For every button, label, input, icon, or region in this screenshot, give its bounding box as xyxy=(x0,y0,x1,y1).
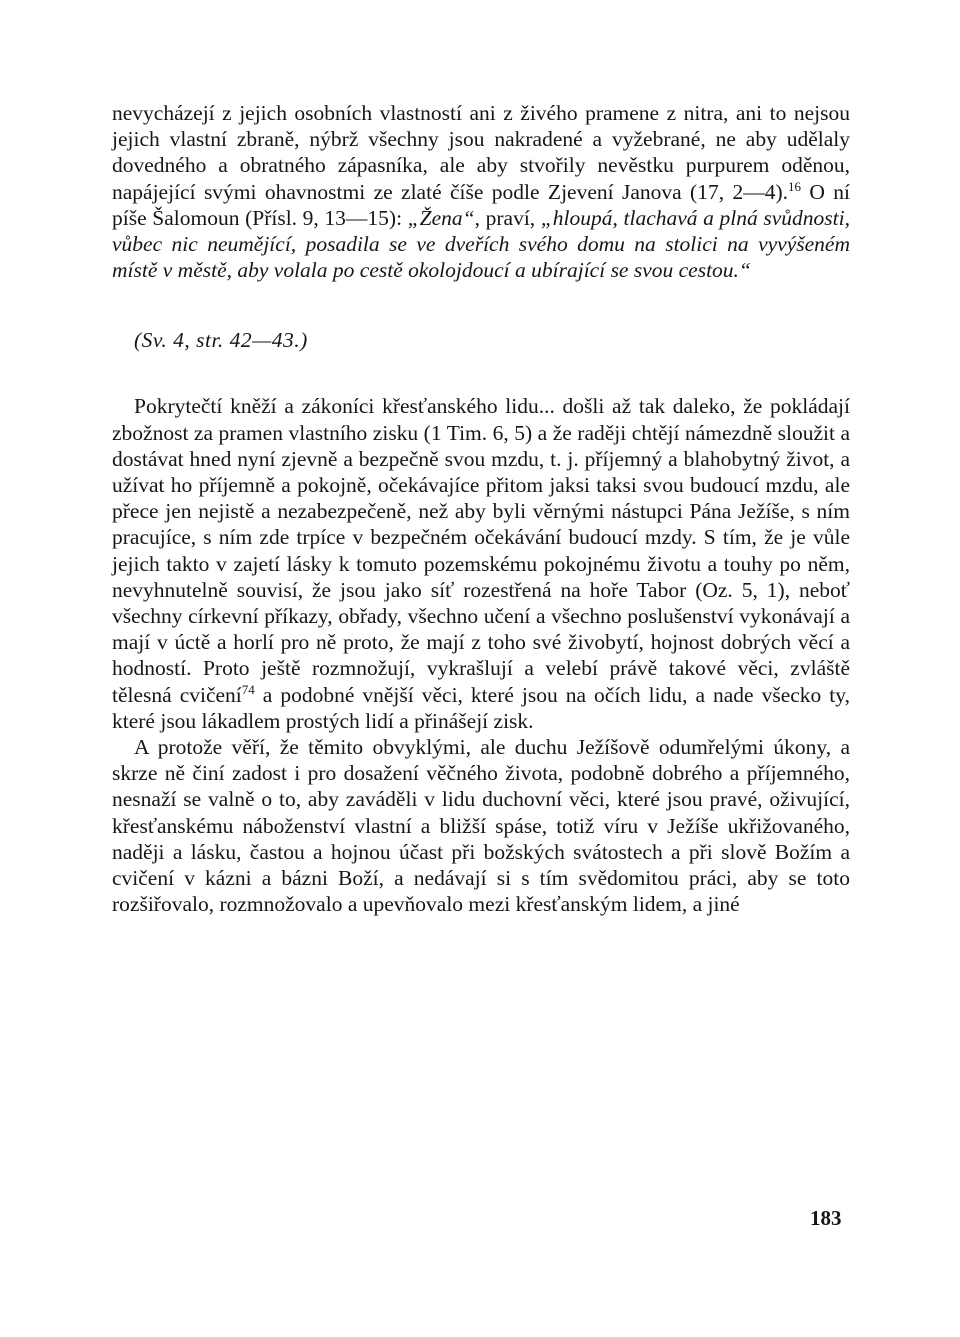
paragraph-1-text-b: O ní píše Šalomoun (Přísl. 9, 13—15): xyxy=(112,179,850,230)
citation: (Sv. 4, str. 42—43.) xyxy=(134,328,308,353)
footnote-ref-74: 74 xyxy=(241,681,255,697)
footnote-ref-16: 16 xyxy=(788,178,801,194)
paragraph-3: A protože věří, že těmito obvyklými, ale duchu Ježíšově odumřelými úkony, a skrze ně činí zadost i pro dosažení věčného života, podobně dobrého a příjemného, nesnaží se valně o to, aby zaváděli v lidu duchovní věci, které jsou pravé, oživující, křesťanskému náboženství vlastní a bližší spáse, totiž víru v Ježíše ukřižovaného, naději a lásku, častou a hojnou účast při božských svátostech a při slově Božím a cvičení v kázni a bázni Boží, a nedávají si s tím svědomitou práci, aby se toto rozšiřovalo, rozmnožovalo a upevňovalo mezi křesťanským lidem, a jiné xyxy=(112,735,850,917)
page-number: 183 xyxy=(810,1206,842,1230)
quote-solomon: „hloupá, tlachavá a plná svůdnosti, vůbec nic neumějící, posadila se ve dveřích svého domu na stolici na vyvýšeném místě v městě, aby volala po cestě okolojdoucí a ubírající se svou cestou.“ xyxy=(112,205,850,283)
paragraph-1 xyxy=(112,100,850,283)
page-body xyxy=(112,100,850,917)
paragraph-1-text-c: , praví, xyxy=(474,205,541,230)
paragraph-2 xyxy=(112,393,850,734)
paragraph-1-text-a: nevycházejí z jejich osobních vlastností ani z živého pramene z nitra, ani to nejsou jejich vlastní zbraně, nýbrž všechny jsou nakradené a vyžebrané, ne aby udělaly dovedného a obratného zápasníka, ale aby stvořily nevěstku purpurem oděnou, napájející svými ohavnostmi ze zlaté číše podle Zjevení Janova (17, 2—4). xyxy=(112,101,850,204)
quote-zena: „Žena“ xyxy=(407,205,475,230)
paragraph-2-text-b: a podobné vnější věci, které jsou na očích lidu, a nade všecko ty, které jsou lákadlem prostých lidí a přinášejí zisk. xyxy=(112,682,850,733)
paragraph-2-text-a: Pokrytečtí kněží a zákoníci křesťanského lidu... došli až tak daleko, že pokládají zbožnost za pramen vlastního zisku (1 Tim. 6, 5) a že raději chtějí námezdně sloužit a dostávat hned nyní zjevně a bezpečně svou mzdu, t. j. příjemný a blahobytný život, a užívat ho příjemně a pokojně, očekávajíce přitom jaksi taksi svou budoucí mzdu, ale přece jen nejistě a nezabezpečeně, než aby byli věrnými nástupci Pána Ježíše, s ním pracujíce, s ním zde trpíce v bezpečném očekávání budoucí mzdy. S tím, že je vůle jejich takto v zajetí lásky k tomuto pozemskému pokojnému životu a touhy po něm, nevyhnutelně souvisí, že jsou jako síť rozestřená na hoře Tabor (Oz. 5, 1), neboť všechny církevní příkazy, obřady, všechno učení a všechno poslušenství vykonávají a mají v úctě a horlí pro ně proto, že mají z toho své živobytí, hojnost dobrých věcí a hodností. Proto ještě rozmnožují, vykrašlují a velebí právě takové věci, zvláště tělesná cvičení xyxy=(112,394,850,707)
